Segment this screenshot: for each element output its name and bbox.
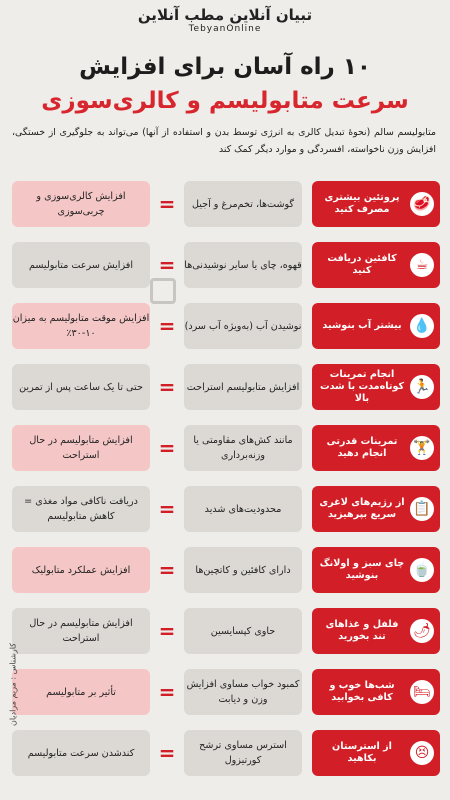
credit-text: کارشناس : مریم مرادیان <box>8 642 18 727</box>
equals-icon: = <box>158 192 176 216</box>
bed-icon: 🛏 <box>410 680 434 704</box>
tip-result: افزایش کالری‌سوزی و چربی‌سوزی <box>12 181 150 227</box>
equals-icon: = <box>158 253 176 277</box>
tip-row <box>0 242 450 288</box>
brand-name-en: TebyanOnline <box>188 24 262 34</box>
tip-result: افزایش سرعت متابولیسم <box>12 242 150 288</box>
tip-title: از رژیم‌های لاغری سریع بپرهیزید <box>319 497 405 520</box>
equals-icon: = <box>158 497 176 521</box>
page-title: ۱۰ راه آسان برای افزایش <box>79 54 371 80</box>
tip-tag <box>312 303 440 349</box>
equals-icon: = <box>158 314 176 338</box>
page-subtitle: سرعت متابولیسم و کالری‌سوزی <box>41 88 409 114</box>
equals-icon: = <box>158 375 176 399</box>
dumbbell-icon: 🏋 <box>410 436 434 460</box>
tip-row <box>0 669 450 715</box>
tip-title: کافئین دریافت کنید <box>327 253 397 276</box>
tip-detail: محدودیت‌های شدید <box>184 486 302 532</box>
tip-tag <box>312 608 440 654</box>
tip-title: بیشتر آب بنوشید <box>322 320 402 331</box>
equals-icon: = <box>158 619 176 643</box>
tip-detail: دارای کافئین و کاتچین‌ها <box>184 547 302 593</box>
intro-paragraph: متابولیسم سالم (نحوۀ تبدیل کالری به انرژی توسط بدن و استفاده از آنها) می‌تواند به جلوگیری از خستگی، افزایش وزن ناخواسته، افسردگی و موارد دیگر کمک کند <box>12 127 436 155</box>
brand-name-fa: تبیان آنلاین مطب آنلاین <box>137 6 313 24</box>
tip-detail: کمبود خواب مساوی افزایش وزن و دیابت <box>184 669 302 715</box>
tip-title: شب‌ها خوب و کافی بخوابید <box>329 680 395 703</box>
tip-detail: مانند کش‌های مقاومتی یا وزنه‌برداری <box>184 425 302 471</box>
tip-tag <box>312 364 440 410</box>
brand-logo <box>0 6 450 35</box>
meat-icon: 🥩 <box>410 192 434 216</box>
tip-result: افزایش موقت متابولیسم به میزان ۱۰-۳۰٪ <box>12 303 150 349</box>
tip-title: تمرینات قدرتی انجام دهید <box>326 436 398 459</box>
tip-detail: حاوی کپسایسین <box>184 608 302 654</box>
tip-title: چای سبز و اولانگ بنوشید <box>319 558 405 581</box>
tip-row <box>0 547 450 593</box>
tip-row <box>0 181 450 227</box>
tip-result: تأثیر بر متابولیسم <box>12 669 150 715</box>
tip-title: انجام تمرینات کوتاه‌مدت با شدت بالا <box>319 369 405 404</box>
tip-result: افزایش متابولیسم در حال استراحت <box>12 425 150 471</box>
tip-result: افزایش عملکرد متابولیک <box>12 547 150 593</box>
tip-tag <box>312 669 440 715</box>
equals-icon: = <box>158 436 176 460</box>
tip-result: دریافت ناکافی مواد مغذی = کاهش متابولیسم <box>12 486 150 532</box>
tip-detail: قهوه، چای یا سایر نوشیدنی‌ها <box>184 242 302 288</box>
water-bottle-icon: 💧 <box>410 314 434 338</box>
tip-detail: گوشت‌ها، تخم‌مرغ و آجیل <box>184 181 302 227</box>
tip-row <box>0 486 450 532</box>
tip-detail: نوشیدن آب (به‌ویژه آب سرد) <box>184 303 302 349</box>
tip-result: کندشدن سرعت متابولیسم <box>12 730 150 776</box>
tip-result: افزایش متابولیسم در حال استراحت <box>12 608 150 654</box>
equals-icon: = <box>158 680 176 704</box>
tip-title: پروتئین بیشتری مصرف کنید <box>324 192 400 215</box>
tea-cup-icon: 🍵 <box>410 558 434 582</box>
stress-icon: 😣 <box>410 741 434 765</box>
tip-tag <box>312 486 440 532</box>
tip-detail: افزایش متابولیسم استراحت <box>184 364 302 410</box>
tip-tag <box>312 181 440 227</box>
tip-tag <box>312 425 440 471</box>
tip-detail: استرس مساوی ترشح کورتیزول <box>184 730 302 776</box>
tip-title: از استرستان بکاهید <box>332 741 392 764</box>
tip-tag <box>312 242 440 288</box>
tip-row <box>0 425 450 471</box>
person-icon: ☕ <box>410 253 434 277</box>
tip-row <box>0 730 450 776</box>
tip-tag <box>312 547 440 593</box>
tip-row <box>0 364 450 410</box>
tip-tag <box>312 730 440 776</box>
tip-row <box>0 303 450 349</box>
clipboard-icon: 📋 <box>410 497 434 521</box>
tip-result: حتی تا یک ساعت پس از تمرین <box>12 364 150 410</box>
pepper-icon: 🌶 <box>410 619 434 643</box>
equals-icon: = <box>158 741 176 765</box>
equals-icon: = <box>158 558 176 582</box>
tip-title: فلفل و غذاهای تند بخورید <box>325 619 399 642</box>
runner-icon: 🏃 <box>410 375 434 399</box>
tip-row <box>0 608 450 654</box>
